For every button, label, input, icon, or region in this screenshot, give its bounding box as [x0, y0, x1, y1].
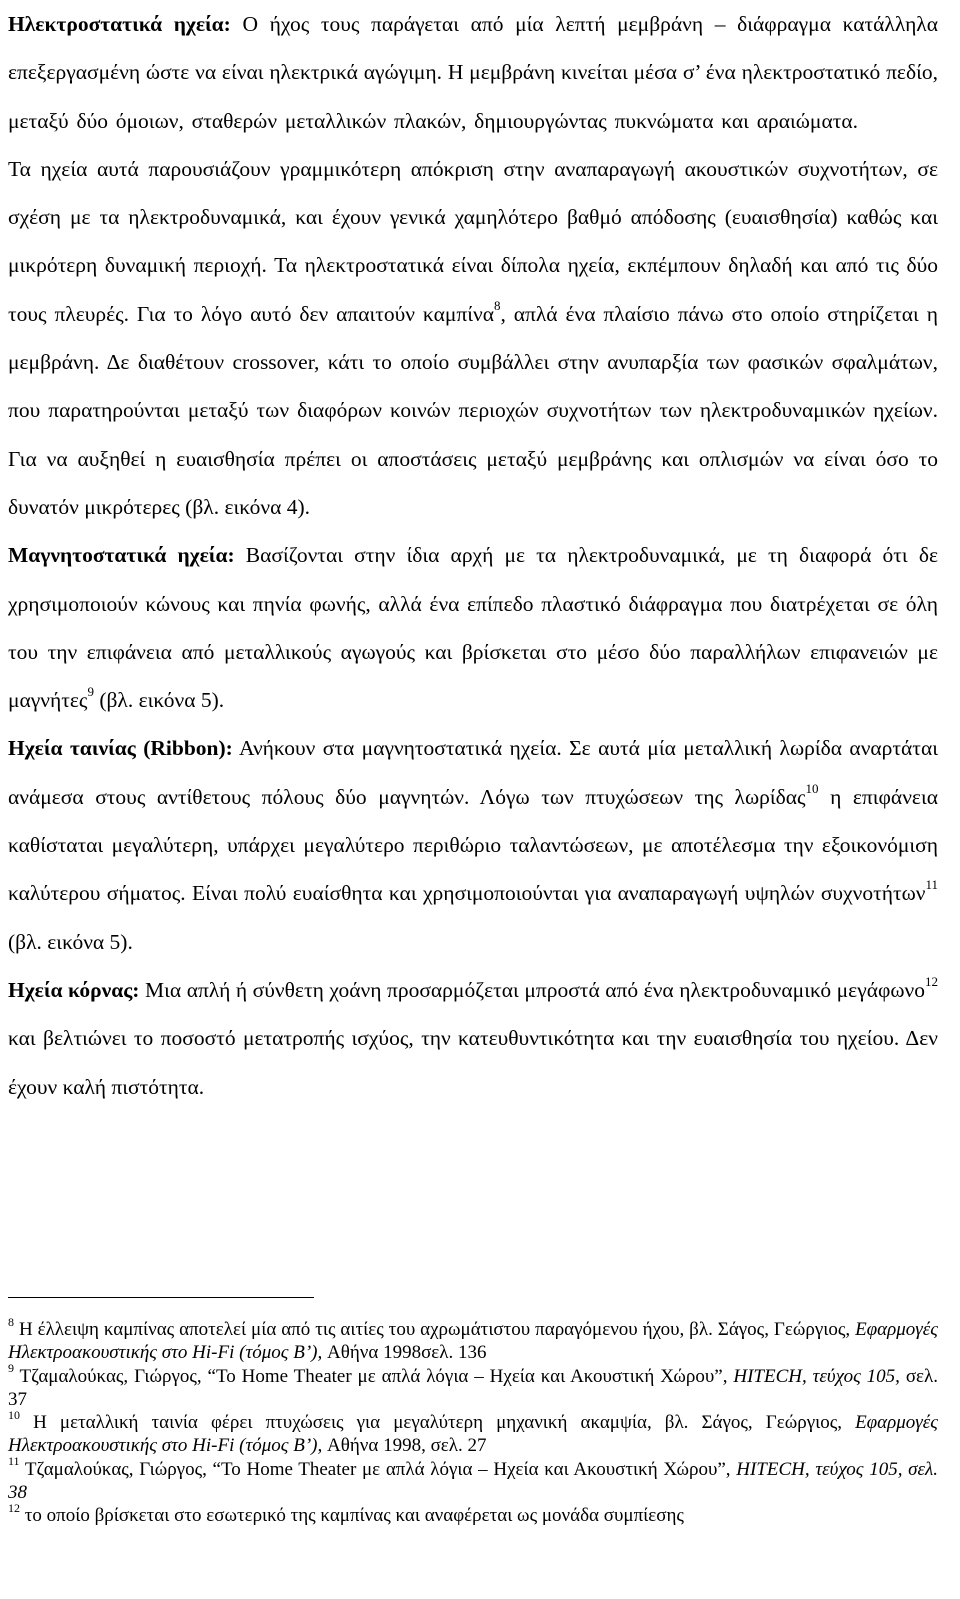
term-magnetostatic: Μαγνητοστατικά ηχεία:	[8, 543, 235, 568]
footnote-10	[8, 1407, 938, 1458]
paragraph-text: (βλ. εικόνα 5).	[93, 688, 225, 713]
footnote-text: το οποίο βρίσκεται στο εσωτερικό της καμπίνας και αναφέρεται ως μονάδα συμπίεσης	[20, 1505, 684, 1527]
paragraph-text: Ο ήχος τους παράγεται από μία λεπτή μεμβράνη – διάφραγμα κατάλληλα επεξεργασμένη ώστε να είναι ηλεκτρικά αγώγιμη. Η μεμβράνη κινείται μέσα σ’ ένα ηλεκτροστατικό πεδίο, μεταξύ δύο όμοιων, σταθερών μεταλλικών πλακών, δημιουργώντας πυκνώματα και αραιώματα.	[8, 12, 938, 133]
paragraph-text: , απλά ένα πλαίσιο πάνω στο οποίο στηρίζεται η μεμβράνη. Δε διαθέτουν crossover, κάτι το οποίο συμβάλλει στην ανυπαρξία των φασικών σφαλμάτων, που παρατηρούνται μεταξύ των διαφόρων κοινών περιοχών συχνοτήτων των ηλεκτροδυναμικών ηχείων. Για να αυξηθεί η ευαισθησία πρέπει οι αποστάσεις μεταξύ μεμβράνης και οπλισμών να είναι όσο το δυνατόν μικρότερες (βλ. εικόνα 4).	[8, 301, 938, 519]
footnote-italic: Εφαρμογές Ηλεκτροακουστικής στο Hi-Fi (τόμος Β’),	[8, 1319, 938, 1364]
document-page	[8, 0, 938, 1527]
footnote-9	[8, 1361, 938, 1412]
paragraph-text: Τα ηχεία αυτά παρουσιάζουν γραμμικότερη απόκριση στην αναπαραγωγή ακουστικών συχνοτήτων, σε σχέση με τα ηλεκτροδυναμικά, και έχουν γενικά χαμηλότερο βαθμό απόδοσης (ευαισθησία) καθώς και μικρότερη δυναμική περιοχή. Τα ηλεκτροστατικά είναι δίπολα ηχεία, εκπέμπουν δηλαδή και από τις δύο τους πλευρές. Για το λόγο αυτό δεν απαιτούν καμπίνα	[8, 156, 938, 326]
footnote-number: 12	[8, 1501, 20, 1516]
footnote-text: σελ. 37	[8, 1365, 938, 1410]
footnote-text: Αθήνα 1998σελ. 136	[322, 1342, 487, 1364]
footnotes-section	[8, 1297, 938, 1528]
paragraph-text: Ανήκουν στα μαγνητοστατικά ηχεία. Σε αυτά μία μεταλλική λωρίδα αναρτάται ανάμεσα στους αντίθετους πόλους δύο μαγνητών. Λόγω των πτυχώσεων της λωρίδας	[8, 736, 938, 809]
footnote-text: Αθήνα 1998, σελ. 27	[322, 1435, 487, 1457]
footnote-ref-11[interactable]: 11	[925, 877, 938, 893]
footnote-ref-9[interactable]: 9	[87, 684, 94, 699]
term-ribbon: Ηχεία ταινίας (Ribbon):	[8, 736, 233, 761]
footnote-ref-10[interactable]: 10	[805, 780, 819, 796]
term-horn: Ηχεία κόρνας:	[8, 977, 140, 1002]
footnote-12	[8, 1501, 938, 1527]
paragraph-ribbon-speakers	[8, 724, 938, 965]
footnote-italic: HITECH, τεύχος 105,	[733, 1365, 900, 1387]
footnote-number: 9	[8, 1361, 14, 1376]
footnote-ref-8[interactable]: 8	[493, 297, 501, 313]
paragraph-horn-speakers	[8, 966, 938, 1111]
paragraph-magnetostatic-speakers	[8, 531, 938, 724]
footnote-separator	[8, 1297, 314, 1298]
body-text	[8, 0, 938, 1111]
footnote-text: Τζαμαλούκας, Γιώργος, “Το Home Theater με απλά λόγια – Ηχεία και Ακουστική Χώρου”,	[19, 1458, 737, 1480]
paragraph-text: Μια απλή ή σύνθετη χοάνη προσαρμόζεται μπροστά από ένα ηλεκτροδυναμικό μεγάφωνο	[139, 977, 925, 1002]
paragraph-text: η επιφάνεια καθίσταται μεγαλύτερη, υπάρχει μεγαλύτερο περιθώριο ταλαντώσεων, με αποτέλεσμα την εξοικονόμιση καλύτερου σήματος. Είναι πολύ ευαίσθητα και χρησιμοποιούνται για αναπαραγωγή υψηλών συχνοτήτων	[8, 784, 938, 906]
paragraph-text: Βασίζονται στην ίδια αρχή με τα ηλεκτροδυναμικά, με τη διαφορά ότι δε χρησιμοποιούν κώνους και πηνία φωνής, αλλά ένα επίπεδο πλαστικό διάφραγμα που διατρέχεται σε όλη του την επιφάνεια από μεταλλικούς αγωγούς και βρίσκεται στο μέσο δύο παραλλήλων επιφανειών με μαγνήτες	[8, 543, 938, 713]
footnote-number: 8	[8, 1314, 14, 1329]
footnote-8	[8, 1314, 938, 1365]
footnote-number: 10	[8, 1407, 20, 1422]
footnote-number: 11	[8, 1454, 20, 1469]
footnote-italic: Εφαρμογές Ηλεκτροακουστικής στο Hi-Fi (τόμος Β’),	[8, 1412, 938, 1457]
paragraph-electrostatic-speakers	[8, 0, 938, 531]
paragraph-text: και βελτιώνει το ποσοστό μετατροπής ισχύος, την κατευθυντικότητα και την ευαισθησία του ηχείου. Δεν έχουν καλή πιστότητα.	[8, 1026, 938, 1099]
footnote-text: Τζαμαλούκας, Γιώργος, “Το Home Theater με απλά λόγια – Ηχεία και Ακουστική Χώρου”,	[14, 1365, 734, 1387]
footnote-11	[8, 1454, 938, 1505]
footnote-ref-12[interactable]: 12	[925, 973, 938, 989]
paragraph-text: (βλ. εικόνα 5).	[8, 929, 133, 954]
footnote-text: Η έλλειψη καμπίνας αποτελεί μία από τις αιτίες του αχρωμάτιστου παραγόμενου ήχου, βλ. Σάγος, Γεώργιος,	[14, 1319, 856, 1340]
footnote-italic: HITECH, τεύχος 105, σελ. 38	[8, 1458, 938, 1504]
term-electrostatic: Ηλεκτροστατικά ηχεία:	[8, 12, 231, 36]
footnote-text: Η μεταλλική ταινία φέρει πτυχώσεις για μεγαλύτερη μηχανική ακαμψία, βλ. Σάγος, Γεώργιος,	[20, 1412, 856, 1434]
